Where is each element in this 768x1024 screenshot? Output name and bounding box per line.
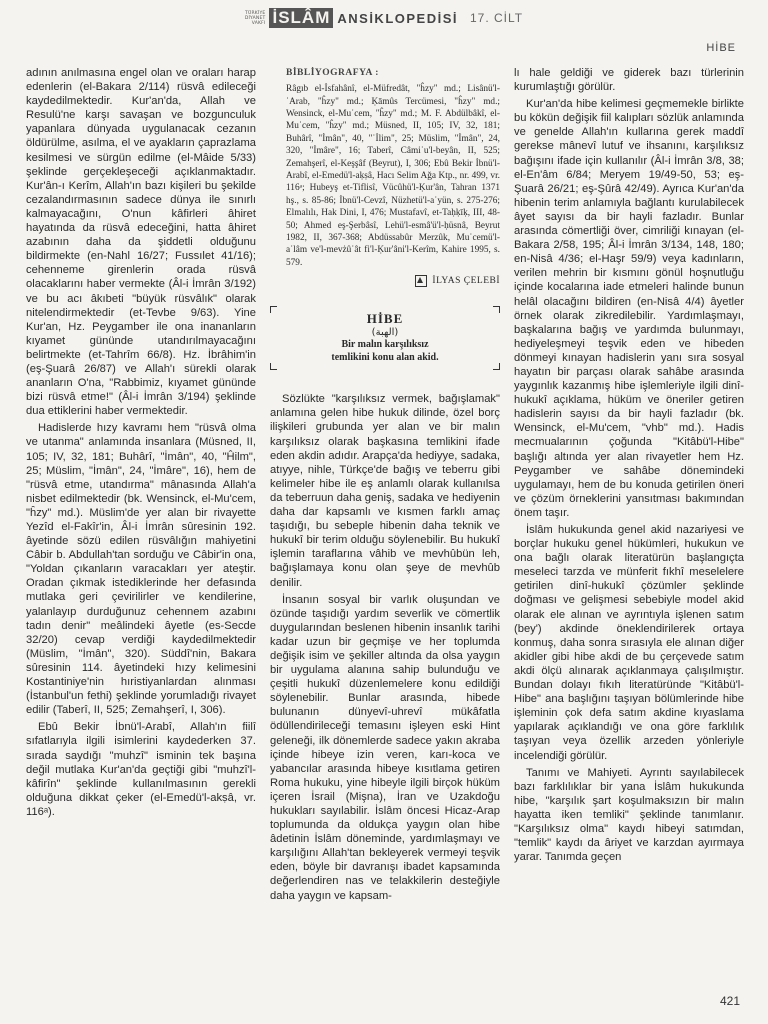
paragraph: Ebû Bekir İbnü'l-Arabî, Allah'ın fiilî sıfatlarıyla ilgili isimlerini kaydederken 37. sırada saydığı "muhzî" isminin tek başına değil mutlaka Kur'an'da geçtiği gibi "muhzî'l-kâfirîn" şeklinde kullanılmasının gerekli olduğuna dikkat çeker (el-Emedü'l-akṣâ, vr. 116ᵃ). [26,721,256,818]
entry-arabic-title: (الهبة) [371,327,399,339]
volume-label: 17. CİLT [470,11,524,25]
paragraph: Kur'an'da hibe kelimesi geçmemekle birlikte bu kökün değişik fiil kalıpları sözlük anlamında ve genelde Allah'ın kullarına gerek maddî gerekse mânevî lutuf ve ihsanını, karşılıksız bağışını ifade için kullanılır (Âl-i İmrân 3/8, 38; el-En'âm 6/84; Meryem 19/49-50, 53; eş-Şuarâ 26/21; eş-Şûrâ 42/49). Ayrıca Kur'an'da hibenin terim anlamıyla bağlantı kurulabilecek âyet sayısı da bir hayli fazladır. Bunlar arasında cömertliği över, cimriliği kınayan (el-Bakara 2/58, 195; Âl-i İmrân 3/134, 148, 180; en-Nisâ 4/36; el-Haşr 59/9) veya kadınların, verilen mehrin bir kısmını gönül hoşnutluğu içinde kocalarına iade etmeleri halinde bunun helâl olacağını bildiren (en-Nisâ 4/4) âyetler örnek olarak zikredilebilir. Yardımlaşmayı, başkalarına bağış ve yardımda bulunmayı, hediyeleşmeyi teşvik eden ve hibeden dönmeyi kınayan hadislerin yanı sıra sosyal hayatın bir parçası olarak sahâbe arasında yaygınlık kazanmış hibe işlemleriyle ilgili dinî-hukukî açıklama, hüküm ve öneriler getiren hadislerin sayısı da bir hayli fazladır (bk. Wensinck, el-Mu'cem, "vhb" md.). Hadis mecmualarının çoğunda "Kitâbü'l-Hibe" başlığı altında yer alan rivayetler hem Hz. Peygamber ve sahâbe dönemindeki uygulamayı, hem de bu konuda getirilen öneri ve çözüm örneklerini yansıtması bakımından önem taşır. [514,98,744,519]
author-mark-icon [415,275,427,287]
logo-islam: İSLÂM [269,8,333,28]
paragraph: İslâm hukukunda genel akid nazariyesi ve borçlar hukuku genel hükümleri, hukukun ve ona bağlı olarak literatürün başlangıçta meseleci tarzda ve münferit fıkhî meselelere getirilen dinî-hukukî çözümler şeklinde doğması ve gelişmesi sebebiyle model akid olarak ele alınan ve ayrıntıyla işlenen satım (bey') akdinde öneklendirilerek ortaya konmuş, daha sonra sırasıyla ele alınan diğer akidler gibi hibe akdi de bu çerçevede satım akdi ölçü alınarak açıklanmaya çalışılmıştır. Bundan dolayı fıkıh literatüründe "Kitâbü'l-Hibe" ana başlığını taşıyan bölümlerinde hibe işleminin çok defa satım akdine kıyaslama yapılarak açıklandığı ve ona göre farklılık taşıyan veya özellik arzeden yönleriyle incelendiği görülür. [514,524,744,762]
paragraph: lı hale geldiği ve giderek bazı türlerinin kurumlaştığı görülür. [514,67,744,94]
corner-mark-icon [493,363,500,370]
column-middle [270,66,500,906]
entry-heading-box [270,306,500,370]
running-head: HİBE [706,42,736,54]
paragraph: Sözlükte "karşılıksız vermek, bağışlamak" anlamına gelen hibe hukuk dilinde, özel borç ilişkileri grubunda yer alan ve bir malın karşılıksız olarak başkasına temlikini ifade eden akdin adıdır. Arapça'da hediyye, sadaka, atıyye, nihle, Türkçe'de bağış ve teberru gibi kelimeler hibe ile eş anlamlı olarak kullanılsa da teberruun daha geniş, sadaka ve hediyenin daha dar kapsamlı ve kısmen farklı amaç taşıdığı, bu sebeple hibenin daha teknik ve hukukî bir terim olduğu söylenebilir. Bu hukukî işlemin taraflarına vâhib ve mevhûbün leh, bağışlamaya konu olan şeye de mevhûb denilir. [270,393,500,589]
entry-subtitle-line-2: temlikini konu alan akid. [331,351,439,363]
bibliography-title: BİBLİYOGRAFYA : [286,68,379,78]
bibliography-text: Râgıb el-İsfahânî, el-Müfredât, "ĥzy" md.; Lisânü'l-ʿArab, "ĥzy" md.; Ḳāmûs Tercümesi, "ĥzy" md.; Wensinck, el-Muʿcem, "ĥzy" md.; M. F. Abdülbâkî, el-Muʿcem, "ĥzy" md.; Müsned, II, 105; IV, 32, 181; Buhârî, "İmân", 40, "ʿİlim", 25; Müslim, "İmân", 24, 320, "İmâre", 16; Taberî, Câmiʿu'l-beyân, II, 525; Zemahşerî, el-Keşşâf (Beyrut), I, 306; Ebû Bekir İbnü'l-Arabî, el-Emedü'l-aḳṣâ, Hacı Selim Ağa Ktp., nr. 499, vr. 116ᵃ; Hubeyş et-Tiflisî, Vücûhü'l-Ḳur'ân, Tahran 1371 hş., s. 85-86; İbnü'l-Cevzî, Nüzhetü'l-aʿyün, s. 275-276; Elmalılı, Hak Dini, I, 476; Mustafavî, et-Taḥḳīḳ, III, 48-50; Ahmed eş-Şerbâsî, Lehü'l-esmâ'ü'l-ḥüsnâ, Beyrut 1982, II, 367-368; Abdüssabûr Merzûk, Muʿcemü'l-aʿlâm ve'l-mevżûʿât fi'l-Ḳur'âni'l-Kerîm, Kahire 1995, s. 579. [286,84,500,268]
logo-ansiklopedisi: ANSİKLOPEDİSİ [337,10,458,26]
author-name: İLYAS ÇELEBİ [432,276,500,287]
page-number: 421 [719,994,740,1008]
author-signature [270,274,500,288]
column-left [26,66,256,822]
paragraph: Tanımı ve Mahiyeti. Ayrıntı sayılabilecek bazı farklılıklar bir yana İslâm hukukunda hibe, "karşılık şart koşulmaksızın bir malın hayatta iken temliki" şeklinde tanımlanır. "Karşılıksız olma" kaydı hibeyi satımdan, "temlik" kaydı da âriyet ve karzdan ayırmaya yarar. Tanımda geçen [514,766,744,864]
paragraph: İnsanın sosyal bir varlık oluşundan ve özünde taşıdığı yardım severlik ve cömertlik duygularından beslenen hibenin insanlık tarihi kadar uzun bir geçmişe ve her toplumda değişik isim ve şekiller altında da olsa yaygın bir uygulama alanına sahip bulunduğu ve çeşitli hukukî düzenlemelere konu edildiği söylenebilir. Bunlar arasında, hibede bulunanın dünyevî-uhrevî mükâfatla ödüllendirileceği temasını işleyen eski Hint geleneği, ilk dönemlerde sadece yakın akraba içinde hibeye izin veren, karı-koca ve yabancılar arasında hibeye kısıtlama getiren Roma hukuku, yine hibeyle ilgili birçok hüküm içeren İsrail (Mişna), İran ve Uzakdoğu hukukları sayılabilir. İslâm öncesi Hicaz-Arap toplumunda da oldukça yaygın olan hibe âdetinin İslâm döneminde, yardımlaşmayı ve karşılığını Allah'tan bekleyerek vermeyi teşvik eden, böyle bir davranışı ibadet kapsamında değerlendiren nas ve telakkilerin desteğiyle daha yaygın ve kapsam- [270,593,500,902]
encyclopedia-logo [0,8,768,28]
corner-mark-icon [493,306,500,313]
corner-mark-icon [270,306,277,313]
paragraph: adının anılmasına engel olan ve oraları harap edenlerin (el-Bakara 2/114) rüsvâ edileceği kaydedilmektedir. Kur'an'da, Allah ve Resulü'ne karşı savaşan ve bozgunculuk yapanlara dünyada uygulanacak cezanın öldürülme, asılma, el ve ayakların çaprazlama kesilmesi ve sürgün edilme (el-Mâide 5/33) şeklinde gerçekleşeceği açıklanmaktadır. Kur'ân-ı Kerîm, Allah'ın bazı kişileri bu şekilde cezalandırmasının sadece dünya ile sınırlı kalmayacağını, O'nun kâfirleri âhiret hayatında da rüsvâ edeceğini, hatta âhiret azabının daha da şiddetli olduğunu bildirmekte (en-Nahl 16/27; Fussılet 41/16); cehenneme girenlerin orada rüsvâ olacaklarını haber vermekte (Âl-i İmrân 3/192) ve bu acı âkıbeti "büyük rüsvâlık" olarak nitelendirmektedir (et-Tevbe 9/63). Yine Kur'an, Hz. Peygamber ile ona inananların kıyamet gününde utandırılmayacağını belirtmekte (et-Tahrîm 66/8). Hz. İbrâhim'in (eş-Şuarâ 26/87) ve Allah'ı sürekli olarak ananların O'na, "Rabbimiz, kıyamet gününde bizi rüsvâ etme!" (Âl-i İmrân 3/194) şeklinde dua ettiklerini haber vermektedir. [26,67,256,418]
entry-title: HİBE [366,311,404,327]
column-right [514,66,744,867]
corner-mark-icon [270,363,277,370]
entry-subtitle-line-1: Bir malın karşılıksız [341,339,429,351]
logo-publisher: TÜRKİYE DİYANET VAKFI [244,10,266,26]
paragraph: Hadislerde hızy kavramı hem "rüsvâ olma ve utanma" anlamında insanlara (Müsned, II, 105; IV, 32, 181; Buhârî, "İmân", 40, "Ĥilm", 25; Müslim, "İmân", 24, "İmâre", 16), hem de "rüsvâ etme, utandırma" mânasında Allah'a nisbet edilmektedir (bk. Wensinck, el-Mu'cem, "ĥzy" md.). Müslim'de yer alan bir rivayette Yezîd el-Fakîr'in, Âl-i İmrân sûresinin 192. âyetinde sözü edilen rüsvâlığın mahiyetini Câbir b. Abdullah'tan sorduğu ve Câbir'in ona, "Yoldan çıkanların varacakları yer ateştir. Oradan çıkmak istediklerinde her defasında mutlaka geri çevirilirler ve kendilerine, yalanlayıp durduğunuz cehennem azabını tadın denir" meâlindeki âyetle (es-Secde 32/20) cevap verdiği kaydedilmektedir (Müslim, "İmân", 320). Süddî'nin, Bakara sûresinin 114. âyetindeki hızy kelimesini Kostantiniye'nin hıristiyanlardan alınması (İstanbul'un fethi) şeklinde yorumladığı rivayet edilir (Taberî, II, 525; Zemahşerî, I, 306). [26,422,256,717]
